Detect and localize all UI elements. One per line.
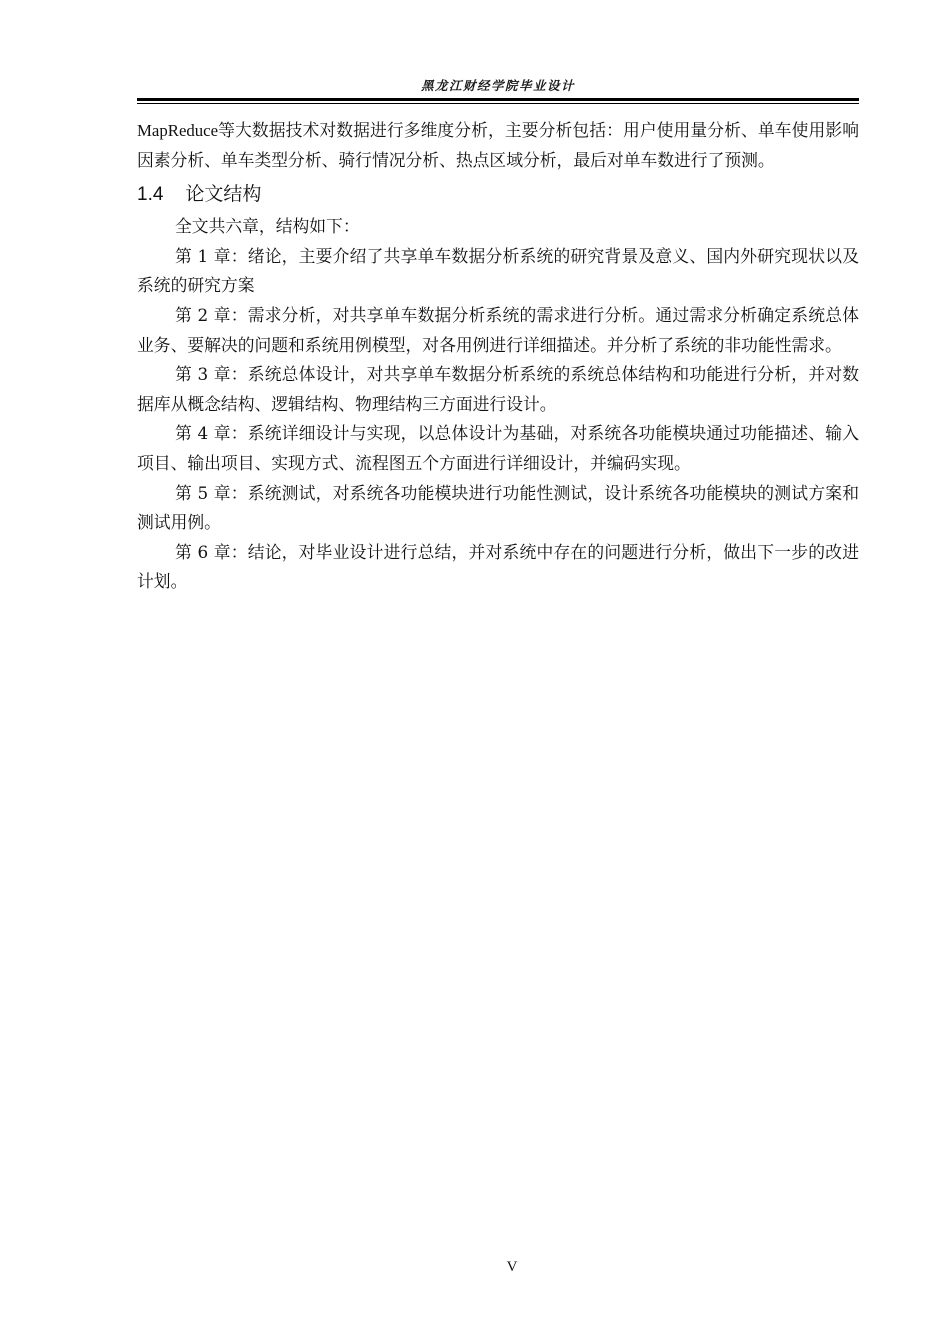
chapter-3-paragraph: 第 3 章：系统总体设计，对共享单车数据分析系统的系统总体结构和功能进行分析，并对数据库从概念结构、逻辑结构、物理结构三方面进行设计。 xyxy=(137,364,859,414)
page-header-title: 黑龙江财经学院毕业设计 xyxy=(420,78,575,93)
section-heading xyxy=(137,179,859,210)
chapter-6-paragraph: 第 6 章：结论，对毕业设计进行总结，并对系统中存在的问题进行分析，做出下一步的改进计划。 xyxy=(137,541,859,592)
page-number: V xyxy=(506,1259,518,1275)
chapter-2-paragraph: 第 2 章：需求分析，对共享单车数据分析系统的需求进行分析。通过需求分析确定系统总体业务、要解决的问题和系统用例模型，对各用例进行详细描述。并分析了系统的非功能性需求。 xyxy=(137,304,859,355)
chapter-4-paragraph: 第 4 章：系统详细设计与实现，以总体设计为基础，对系统各功能模块通过功能描述、输入项目、输出项目、实现方式、流程图五个方面进行详细设计，并编码实现。 xyxy=(137,423,859,473)
page-body xyxy=(137,116,859,597)
section-number: 1.4 xyxy=(137,184,164,206)
header-rule-thick xyxy=(137,98,859,101)
intro-lead-term: MapReduce xyxy=(137,121,219,140)
intro-paragraph xyxy=(137,116,859,175)
intro-text: 等大数据技术对数据进行多维度分析，主要分析包括：用户使用量分析、单车使用影响因素分析、单车类型分析、骑行情况分析、热点区域分析，最后对单车数进行了预测。 xyxy=(137,120,859,170)
section-title: 论文结构 xyxy=(185,183,262,206)
chapter-5-paragraph: 第 5 章：系统测试，对系统各功能模块进行功能性测试，设计系统各功能模块的测试方案和测试用例。 xyxy=(137,482,859,533)
header-rule-thin xyxy=(137,103,859,104)
chapter-1-paragraph: 第 1 章：绪论，主要介绍了共享单车数据分析系统的研究背景及意义、国内外研究现状以及系统的研究方案 xyxy=(137,245,859,296)
structure-intro-paragraph: 全文共六章，结构如下： xyxy=(175,216,360,237)
